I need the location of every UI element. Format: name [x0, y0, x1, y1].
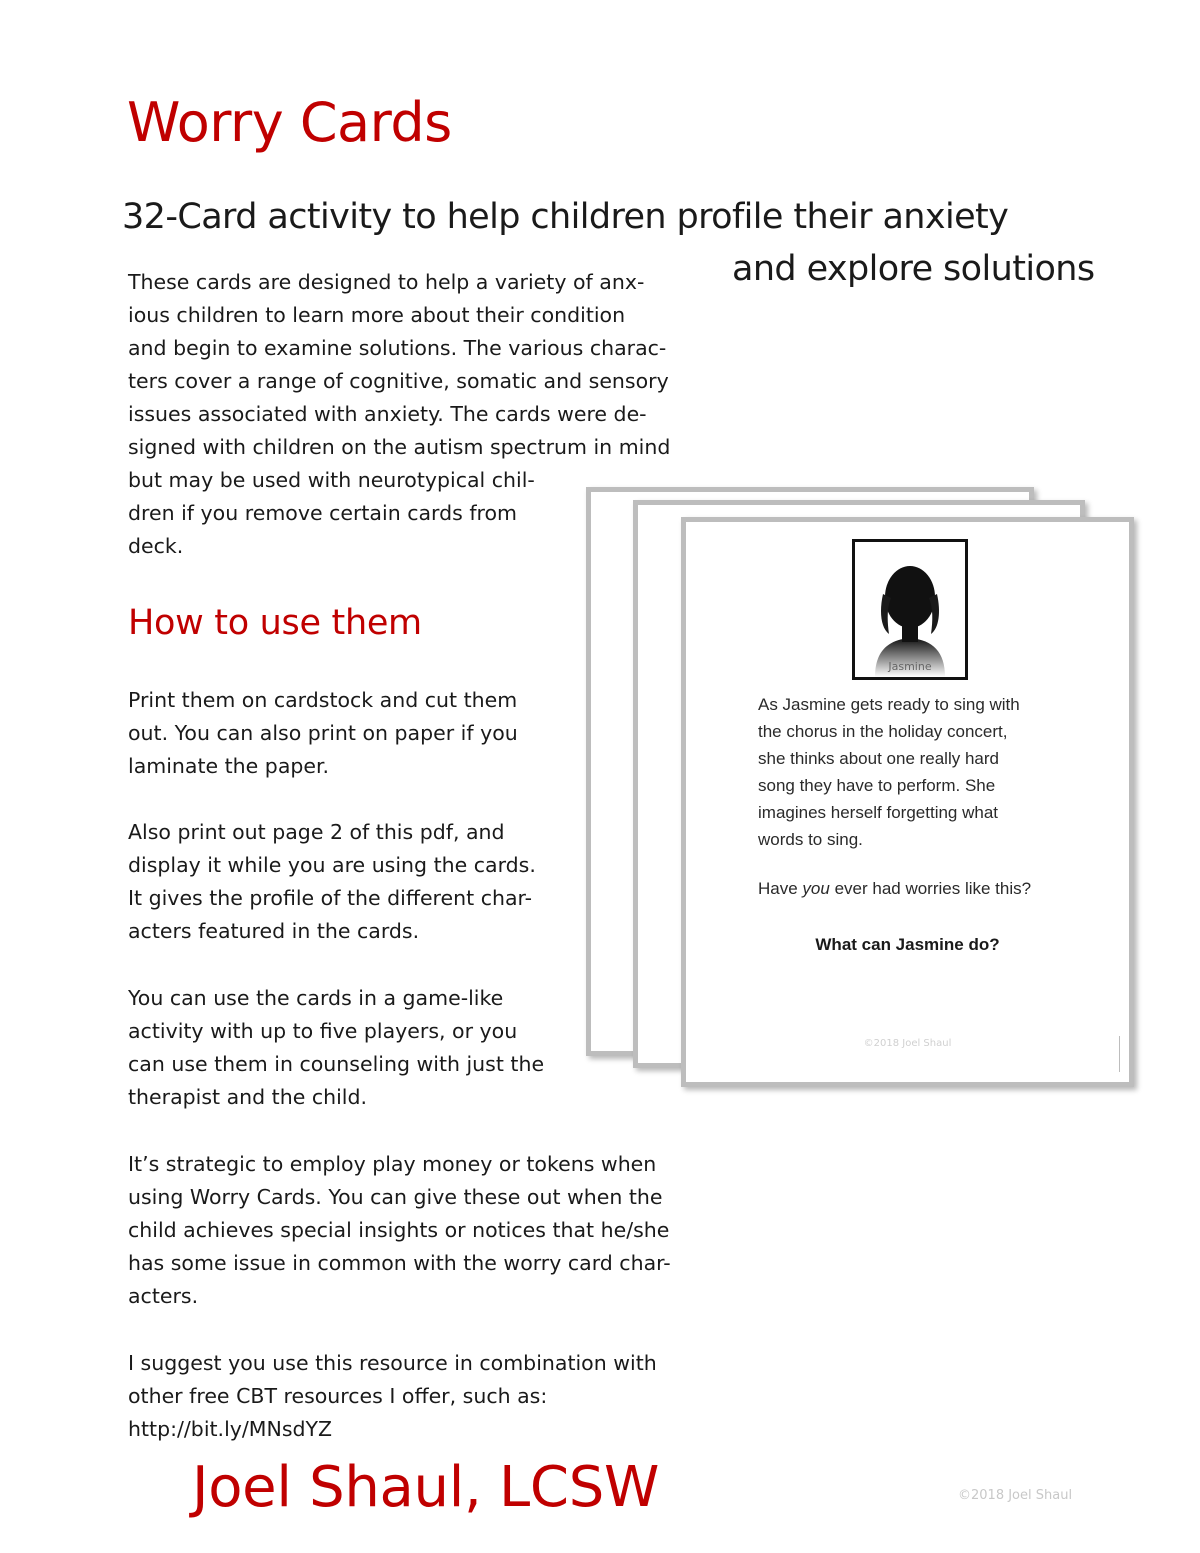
text-line: child achieves special insights or notices that he/she — [128, 1218, 670, 1242]
author-name: Joel Shaul, LCSW — [192, 1455, 660, 1520]
text-line: These cards are designed to help a variety of anx- — [128, 270, 645, 294]
text-line: ters cover a range of cognitive, somatic and sensory — [128, 369, 669, 393]
character-name: Jasmine — [888, 660, 932, 673]
character-portrait — [852, 539, 968, 680]
text-line: Print them on cardstock and cut them — [128, 688, 518, 712]
page-title: Worry Cards — [127, 91, 452, 154]
text-line: out. You can also print on paper if you — [128, 721, 518, 745]
silhouette-portrait-icon — [855, 542, 965, 677]
game-paragraph — [128, 982, 544, 1114]
subtitle-line-2: and explore solutions — [732, 249, 1095, 289]
card-story — [758, 691, 1020, 853]
resources-paragraph — [128, 1347, 657, 1446]
text-line: and begin to examine solutions. The various charac- — [128, 336, 667, 360]
text-line: but may be used with neurotypical chil- — [128, 468, 535, 492]
text-line: It’s strategic to employ play money or tokens when — [128, 1152, 657, 1176]
text-line: You can use the cards in a game-like — [128, 986, 504, 1010]
text-line: issues associated with anxiety. The cards were de- — [128, 402, 647, 426]
text-line: ious children to learn more about their condition — [128, 303, 626, 327]
text-line: activity with up to five players, or you — [128, 1019, 518, 1043]
question-after: ever had worries like this? — [829, 879, 1032, 898]
card-edge-mark — [1119, 1036, 1120, 1072]
text-line: other free CBT resources I offer, such as: — [128, 1384, 548, 1408]
text-line: song they have to perform. She — [758, 776, 996, 795]
text-line: As Jasmine gets ready to sing with — [758, 695, 1020, 714]
footer-copyright: ©2018 Joel Shaul — [958, 1488, 1073, 1503]
print-paragraph — [128, 684, 518, 783]
page2-paragraph — [128, 816, 536, 948]
text-line: therapist and the child. — [128, 1085, 368, 1109]
text-line: words to sing. — [758, 830, 863, 849]
question-before: Have — [758, 879, 803, 898]
text-line: laminate the paper. — [128, 754, 330, 778]
text-line: display it while you are using the cards. — [128, 853, 536, 877]
card-question — [758, 879, 1031, 899]
resource-link[interactable]: http://bit.ly/MNsdYZ — [128, 1417, 333, 1441]
card-copyright: ©2018 Joel Shaul — [863, 1038, 952, 1049]
text-line: the chorus in the holiday concert, — [758, 722, 1008, 741]
tokens-paragraph — [128, 1148, 671, 1313]
text-line: can use them in counseling with just the — [128, 1052, 545, 1076]
question-emphasis: you — [802, 879, 830, 898]
text-line: I suggest you use this resource in combination with — [128, 1351, 657, 1375]
worry-card-front — [681, 517, 1134, 1087]
text-line: acters. — [128, 1284, 199, 1308]
text-line: deck. — [128, 534, 184, 558]
text-line: It gives the profile of the different char- — [128, 886, 533, 910]
text-line: using Worry Cards. You can give these out when the — [128, 1185, 663, 1209]
text-line: she thinks about one really hard — [758, 749, 999, 768]
text-line: imagines herself forgetting what — [758, 803, 999, 822]
subtitle-line-1: 32-Card activity to help children profile their anxiety — [122, 197, 1009, 237]
text-line: has some issue in common with the worry card char- — [128, 1251, 671, 1275]
text-line: signed with children on the autism spectrum in mind — [128, 435, 671, 459]
text-line: acters featured in the cards. — [128, 919, 420, 943]
text-line: dren if you remove certain cards from — [128, 501, 518, 525]
how-to-heading: How to use them — [128, 603, 422, 643]
text-line: Also print out page 2 of this pdf, and — [128, 820, 505, 844]
card-call-to-action: What can Jasmine do? — [815, 935, 1000, 954]
